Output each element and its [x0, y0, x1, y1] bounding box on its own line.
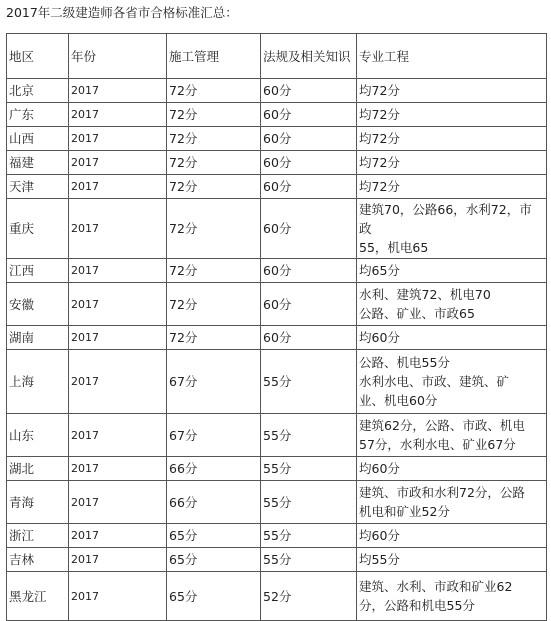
- year-cell: 2017: [69, 524, 167, 548]
- year-cell: 2017: [69, 572, 167, 621]
- professional-score-cell: [357, 199, 547, 259]
- table-row: [7, 259, 547, 283]
- header-row: [7, 34, 547, 79]
- management-score-cell: 67分: [167, 350, 261, 414]
- year-cell: 2017: [69, 457, 167, 481]
- region-cell: 浙江: [7, 524, 69, 548]
- management-score-cell: 65分: [167, 524, 261, 548]
- law-score-cell: 55分: [261, 414, 357, 457]
- professional-score-line: 公路、矿业、市政65: [359, 306, 475, 321]
- law-score-cell: 60分: [261, 259, 357, 283]
- year-cell: 2017: [69, 151, 167, 175]
- professional-score-cell: [357, 283, 547, 326]
- law-score-cell: 60分: [261, 326, 357, 350]
- law-score-cell: 60分: [261, 127, 357, 151]
- year-cell: 2017: [69, 199, 167, 259]
- region-cell: 上海: [7, 350, 69, 414]
- management-score-cell: 72分: [167, 151, 261, 175]
- professional-score-line: 均60分: [359, 330, 400, 345]
- region-cell: 安徽: [7, 283, 69, 326]
- table-row: [7, 481, 547, 524]
- law-score-cell: 55分: [261, 481, 357, 524]
- law-score-cell: 55分: [261, 524, 357, 548]
- management-score-cell: 72分: [167, 259, 261, 283]
- year-cell: 2017: [69, 481, 167, 524]
- table-row: [7, 350, 547, 414]
- law-score-cell: 52分: [261, 572, 357, 621]
- professional-score-line: 建筑、水利、市政和矿业62: [359, 579, 513, 594]
- management-score-cell: 65分: [167, 548, 261, 572]
- region-cell: 湖南: [7, 326, 69, 350]
- management-score-cell: 66分: [167, 457, 261, 481]
- management-score-cell: 72分: [167, 79, 261, 103]
- year-cell: 2017: [69, 414, 167, 457]
- law-score-cell: 60分: [261, 79, 357, 103]
- region-cell: 黑龙江: [7, 572, 69, 621]
- law-score-cell: 60分: [261, 151, 357, 175]
- management-score-cell: 72分: [167, 326, 261, 350]
- management-score-cell: 72分: [167, 199, 261, 259]
- header-law: 法规及相关知识: [261, 34, 357, 79]
- professional-score-line: 均72分: [359, 155, 400, 170]
- professional-score-line: 均72分: [359, 179, 400, 194]
- professional-score-line: 水利、建筑72、机电70: [359, 287, 491, 302]
- professional-score-cell: [357, 457, 547, 481]
- header-management: 施工管理: [167, 34, 261, 79]
- table-row: [7, 548, 547, 572]
- region-cell: 北京: [7, 79, 69, 103]
- professional-score-cell: [357, 151, 547, 175]
- table-row: [7, 175, 547, 199]
- law-score-cell: 55分: [261, 457, 357, 481]
- professional-score-line: 均60分: [359, 528, 400, 543]
- year-cell: 2017: [69, 259, 167, 283]
- management-score-cell: 72分: [167, 103, 261, 127]
- region-cell: 山东: [7, 414, 69, 457]
- professional-score-line: 55，机电65: [359, 240, 429, 255]
- management-score-cell: 72分: [167, 283, 261, 326]
- professional-score-line: 57分，水利水电、矿业67分: [359, 437, 516, 452]
- table-row: [7, 414, 547, 457]
- region-cell: 青海: [7, 481, 69, 524]
- professional-score-line: 建筑、市政和水利72分，公路: [359, 485, 525, 500]
- professional-score-cell: [357, 481, 547, 524]
- professional-score-line: 公路、机电55分: [359, 355, 450, 370]
- header-region: 地区: [7, 34, 69, 79]
- year-cell: 2017: [69, 103, 167, 127]
- region-cell: 天津: [7, 175, 69, 199]
- management-score-cell: 65分: [167, 572, 261, 621]
- page-title: 2017年二级建造师各省市合格标准汇总：: [6, 5, 238, 20]
- region-cell: 吉林: [7, 548, 69, 572]
- professional-score-cell: [357, 414, 547, 457]
- professional-score-cell: [357, 572, 547, 621]
- professional-score-cell: [357, 103, 547, 127]
- professional-score-cell: [357, 259, 547, 283]
- region-cell: 山西: [7, 127, 69, 151]
- region-cell: 湖北: [7, 457, 69, 481]
- professional-score-line: 分，公路和机电55分: [359, 598, 475, 613]
- table-row: [7, 326, 547, 350]
- table-row: [7, 572, 547, 621]
- header-year: 年份: [69, 34, 167, 79]
- professional-score-cell: [357, 79, 547, 103]
- professional-score-cell: [357, 326, 547, 350]
- professional-score-cell: [357, 175, 547, 199]
- professional-score-line: 建筑62分，公路、市政、机电: [359, 418, 525, 433]
- year-cell: 2017: [69, 175, 167, 199]
- year-cell: 2017: [69, 127, 167, 151]
- professional-score-line: 均60分: [359, 461, 400, 476]
- table-row: [7, 127, 547, 151]
- table-row: [7, 457, 547, 481]
- region-cell: 重庆: [7, 199, 69, 259]
- professional-score-line: 业、机电60分: [359, 393, 438, 408]
- management-score-cell: 66分: [167, 481, 261, 524]
- year-cell: 2017: [69, 548, 167, 572]
- year-cell: 2017: [69, 79, 167, 103]
- table-row: [7, 103, 547, 127]
- management-score-cell: 72分: [167, 175, 261, 199]
- professional-score-line: 均72分: [359, 107, 400, 122]
- professional-score-cell: [357, 548, 547, 572]
- header-professional: 专业工程: [357, 34, 547, 79]
- region-cell: 福建: [7, 151, 69, 175]
- law-score-cell: 55分: [261, 350, 357, 414]
- professional-score-line: 建筑70，公路66，水利72，市政: [359, 202, 532, 236]
- table-row: [7, 283, 547, 326]
- region-cell: 广东: [7, 103, 69, 127]
- professional-score-line: 水利水电、市政、建筑、矿: [359, 374, 510, 389]
- table-row: [7, 151, 547, 175]
- law-score-cell: 60分: [261, 175, 357, 199]
- professional-score-cell: [357, 350, 547, 414]
- table-row: [7, 524, 547, 548]
- table-row: [7, 79, 547, 103]
- management-score-cell: 72分: [167, 127, 261, 151]
- professional-score-line: 均72分: [359, 83, 400, 98]
- pass-standard-table: [6, 33, 547, 621]
- professional-score-cell: [357, 524, 547, 548]
- region-cell: 江西: [7, 259, 69, 283]
- year-cell: 2017: [69, 350, 167, 414]
- professional-score-line: 均72分: [359, 131, 400, 146]
- management-score-cell: 67分: [167, 414, 261, 457]
- year-cell: 2017: [69, 283, 167, 326]
- law-score-cell: 60分: [261, 283, 357, 326]
- professional-score-line: 均55分: [359, 552, 400, 567]
- professional-score-line: 均65分: [359, 263, 400, 278]
- professional-score-line: 机电和矿业52分: [359, 504, 450, 519]
- law-score-cell: 55分: [261, 548, 357, 572]
- table-row: [7, 199, 547, 259]
- year-cell: 2017: [69, 326, 167, 350]
- law-score-cell: 60分: [261, 103, 357, 127]
- law-score-cell: 60分: [261, 199, 357, 259]
- professional-score-cell: [357, 127, 547, 151]
